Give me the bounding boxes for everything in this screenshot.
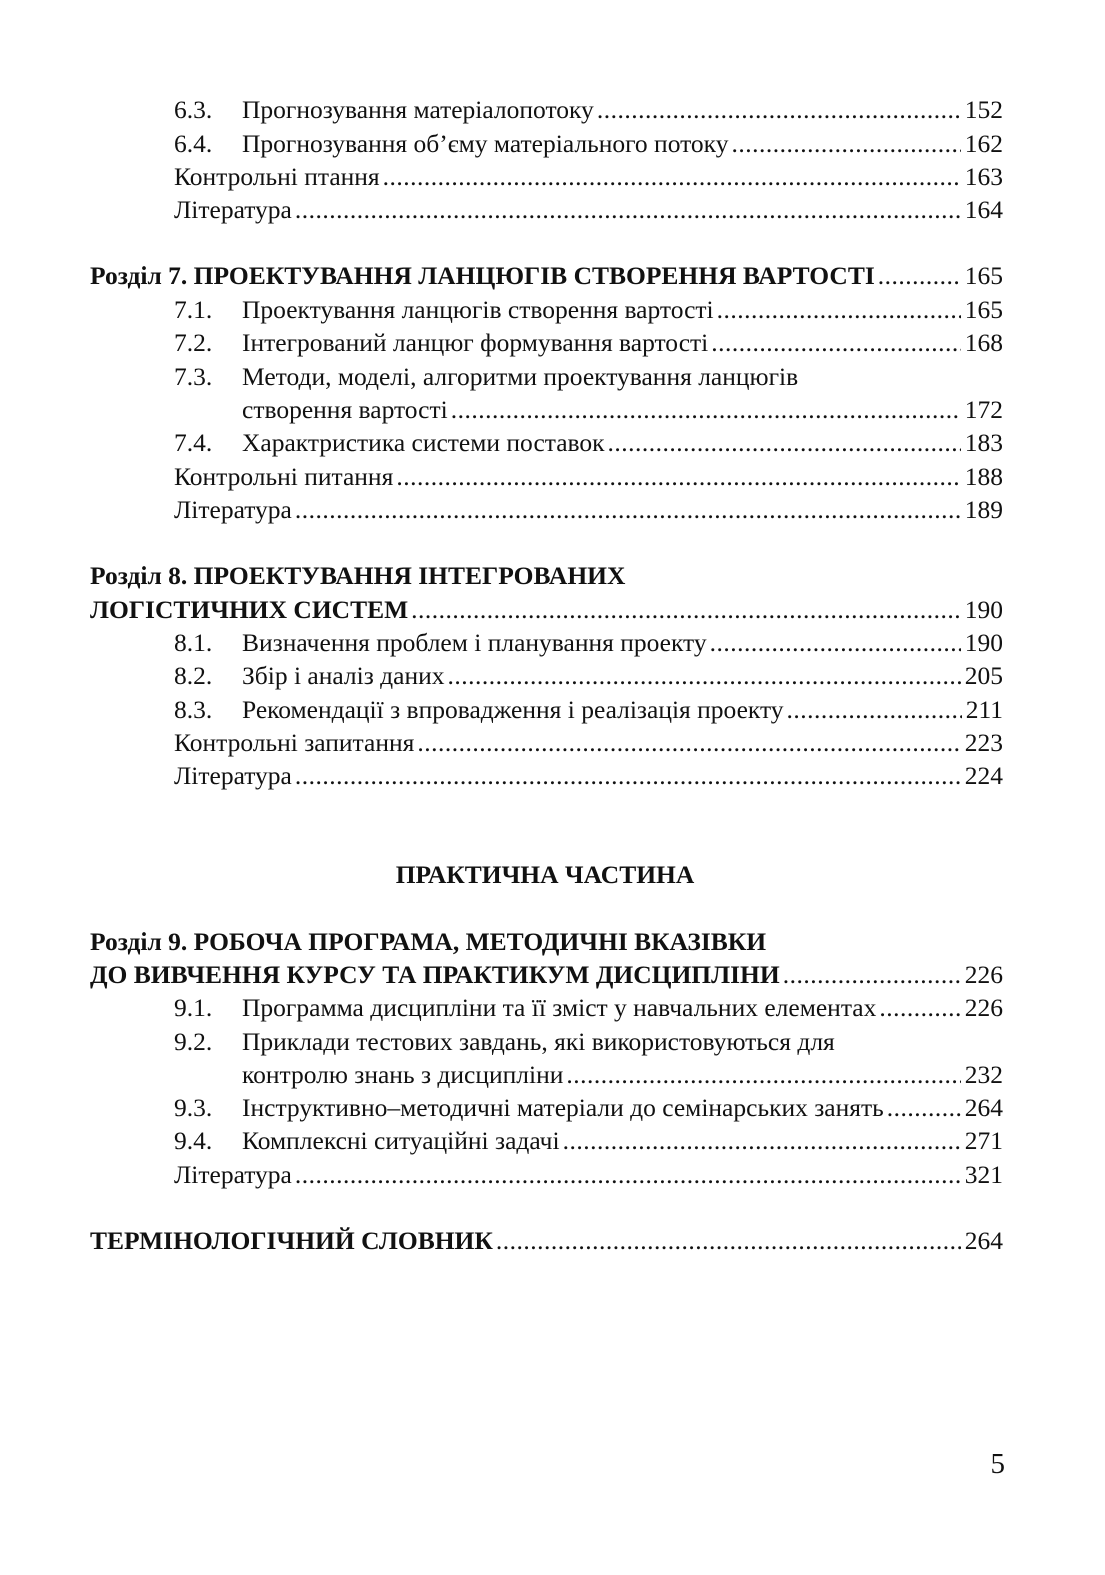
toc-entry-7-literature [0,493,1105,527]
toc-entry-7-questions [0,460,1105,494]
entry-page: 163 [964,162,1003,191]
entry-page: 264 [964,1093,1003,1122]
section-title: Розділ 8. ПРОЕКТУВАННЯ ІНТЕГРОВАНИХ [90,561,626,590]
entry-page: 172 [964,395,1003,424]
entry-title: Комплексні ситуаційні задачі [242,1126,560,1155]
entry-page: 226 [964,960,1003,989]
entry-title-continued: створення вартості [242,395,448,424]
dot-leader [295,759,961,793]
entry-page: 205 [964,661,1003,690]
dot-leader [295,193,961,227]
entry-title: Література [174,195,292,224]
dot-leader [383,160,961,194]
toc-entry-7-1 [0,293,1105,327]
entry-page: 164 [964,195,1003,224]
section-title-continued: ЛОГІСТИЧНИХ СИСТЕМ [90,595,409,624]
dot-leader [887,1091,961,1125]
toc-entry-8-2 [0,659,1105,693]
toc-section-9-heading-line2 [0,958,1105,992]
entry-number: 7.1. [174,295,213,324]
dot-leader [411,593,961,627]
dot-leader [597,93,961,127]
entry-number: 7.3. [174,362,213,391]
toc-entry-9-3 [0,1091,1105,1125]
toc-entry-7-2 [0,326,1105,360]
entry-number: 9.2. [174,1027,213,1056]
dot-leader [563,1124,961,1158]
dot-leader [608,426,961,460]
toc-entry-9-4 [0,1124,1105,1158]
dot-leader [710,626,961,660]
toc-entry-6-3 [0,93,1105,127]
toc-entry-7-3-line1 [0,360,1105,394]
toc-entry-8-1 [0,626,1105,660]
entry-number: 8.1. [174,628,213,657]
entry-page: 152 [964,95,1003,124]
dot-leader [417,726,960,760]
entry-title: Программа дисципліни та її зміст у навчальних елементах [242,993,877,1022]
entry-page: 232 [964,1060,1003,1089]
entry-title: Інтегрований ланцюг формування вартості [242,328,709,357]
entry-number: 9.3. [174,1093,213,1122]
dot-leader [783,958,961,992]
entry-title: Приклади тестових завдань, які використовуються для [242,1027,835,1056]
entry-title: Прогнозування матеріалопотоку [242,95,594,124]
entry-page: 168 [964,328,1003,357]
toc-entry-6-literature [0,193,1105,227]
entry-title: Методи, моделі, алгоритми проектування ланцюгів [242,362,799,391]
toc-section-9-heading-line1 [0,925,1105,959]
toc-section-8-heading-line2 [0,593,1105,627]
entry-page: 264 [964,1226,1003,1255]
entry-title: Контрольні птання [174,162,380,191]
section-title: Розділ 9. РОБОЧА ПРОГРАМА, МЕТОДИЧНІ ВКАЗІВКИ [90,927,767,956]
entry-title: Контрольні питання [174,462,394,491]
entry-number: 7.2. [174,328,213,357]
toc-entry-7-3-line2 [0,393,1105,427]
dot-leader [295,1158,961,1192]
entry-title: Визначення проблем і планування проекту [242,628,707,657]
toc-entry-9-1 [0,991,1105,1025]
dot-leader [451,393,961,427]
dot-leader [566,1058,960,1092]
entry-title: Проектування ланцюгів створення вартості [242,295,714,324]
toc-entry-8-questions [0,726,1105,760]
entry-page: 271 [964,1126,1003,1155]
entry-title: Рекомендації з впровадження і реалізація проекту [242,695,784,724]
entry-number: 6.3. [174,95,213,124]
section-title: ТЕРМІНОЛОГІЧНИЙ СЛОВНИК [90,1226,493,1255]
section-title: Розділ 7. ПРОЕКТУВАННЯ ЛАНЦЮГІВ СТВОРЕННЯ ВАРТОСТІ [90,261,875,290]
entry-title: Інструктивно–методичні матеріали до семінарських занять [242,1093,884,1122]
entry-page: 162 [964,129,1003,158]
toc-entry-9-2-line1 [0,1025,1105,1059]
entry-page: 190 [964,595,1003,624]
entry-number: 8.2. [174,661,213,690]
section-title-continued: ДО ВИВЧЕННЯ КУРСУ ТА ПРАКТИКУМ ДИСЦИПЛІНИ [90,960,780,989]
toc-entry-8-3 [0,693,1105,727]
entry-title: Характристика системи поставок [242,428,605,457]
practical-part-heading: ПРАКТИЧНА ЧАСТИНА [395,860,695,889]
entry-title: Прогнозування об’єму матеріального потоку [242,129,729,158]
dot-leader [711,326,961,360]
dot-leader [879,991,960,1025]
entry-page: 188 [964,462,1003,491]
entry-page: 183 [964,428,1003,457]
toc-entry-9-literature [0,1158,1105,1192]
toc-entry-9-2-line2 [0,1058,1105,1092]
dot-leader [717,293,961,327]
toc-section-7-heading [0,259,1105,293]
page-number: 5 [990,1448,1005,1480]
entry-page: 211 [965,695,1003,724]
toc-entry-8-literature [0,759,1105,793]
entry-number: 9.1. [174,993,213,1022]
entry-number: 7.4. [174,428,213,457]
dot-leader [295,493,961,527]
entry-number: 6.4. [174,129,213,158]
toc-glossary [0,1224,1105,1258]
entry-title: Контрольні запитання [174,728,415,757]
dot-leader [396,460,960,494]
entry-title: Література [174,495,292,524]
entry-page: 165 [964,295,1003,324]
toc-section-8-heading-line1 [0,559,1105,593]
dot-leader [496,1224,961,1258]
entry-title-continued: контролю знань з дисципліни [242,1060,564,1089]
toc-entry-6-questions [0,160,1105,194]
toc-entry-6-4 [0,127,1105,161]
dot-leader [787,693,962,727]
entry-title: Збір і аналіз даних [242,661,445,690]
dot-leader [878,259,961,293]
entry-number: 8.3. [174,695,213,724]
entry-page: 165 [964,261,1003,290]
dot-leader [448,659,961,693]
entry-page: 321 [964,1160,1003,1189]
entry-title: Література [174,1160,292,1189]
entry-page: 226 [964,993,1003,1022]
entry-title: Література [174,761,292,790]
dot-leader [731,127,960,161]
entry-number: 9.4. [174,1126,213,1155]
entry-page: 190 [964,628,1003,657]
entry-page: 224 [964,761,1003,790]
entry-page: 223 [964,728,1003,757]
toc-entry-7-4 [0,426,1105,460]
entry-page: 189 [964,495,1003,524]
